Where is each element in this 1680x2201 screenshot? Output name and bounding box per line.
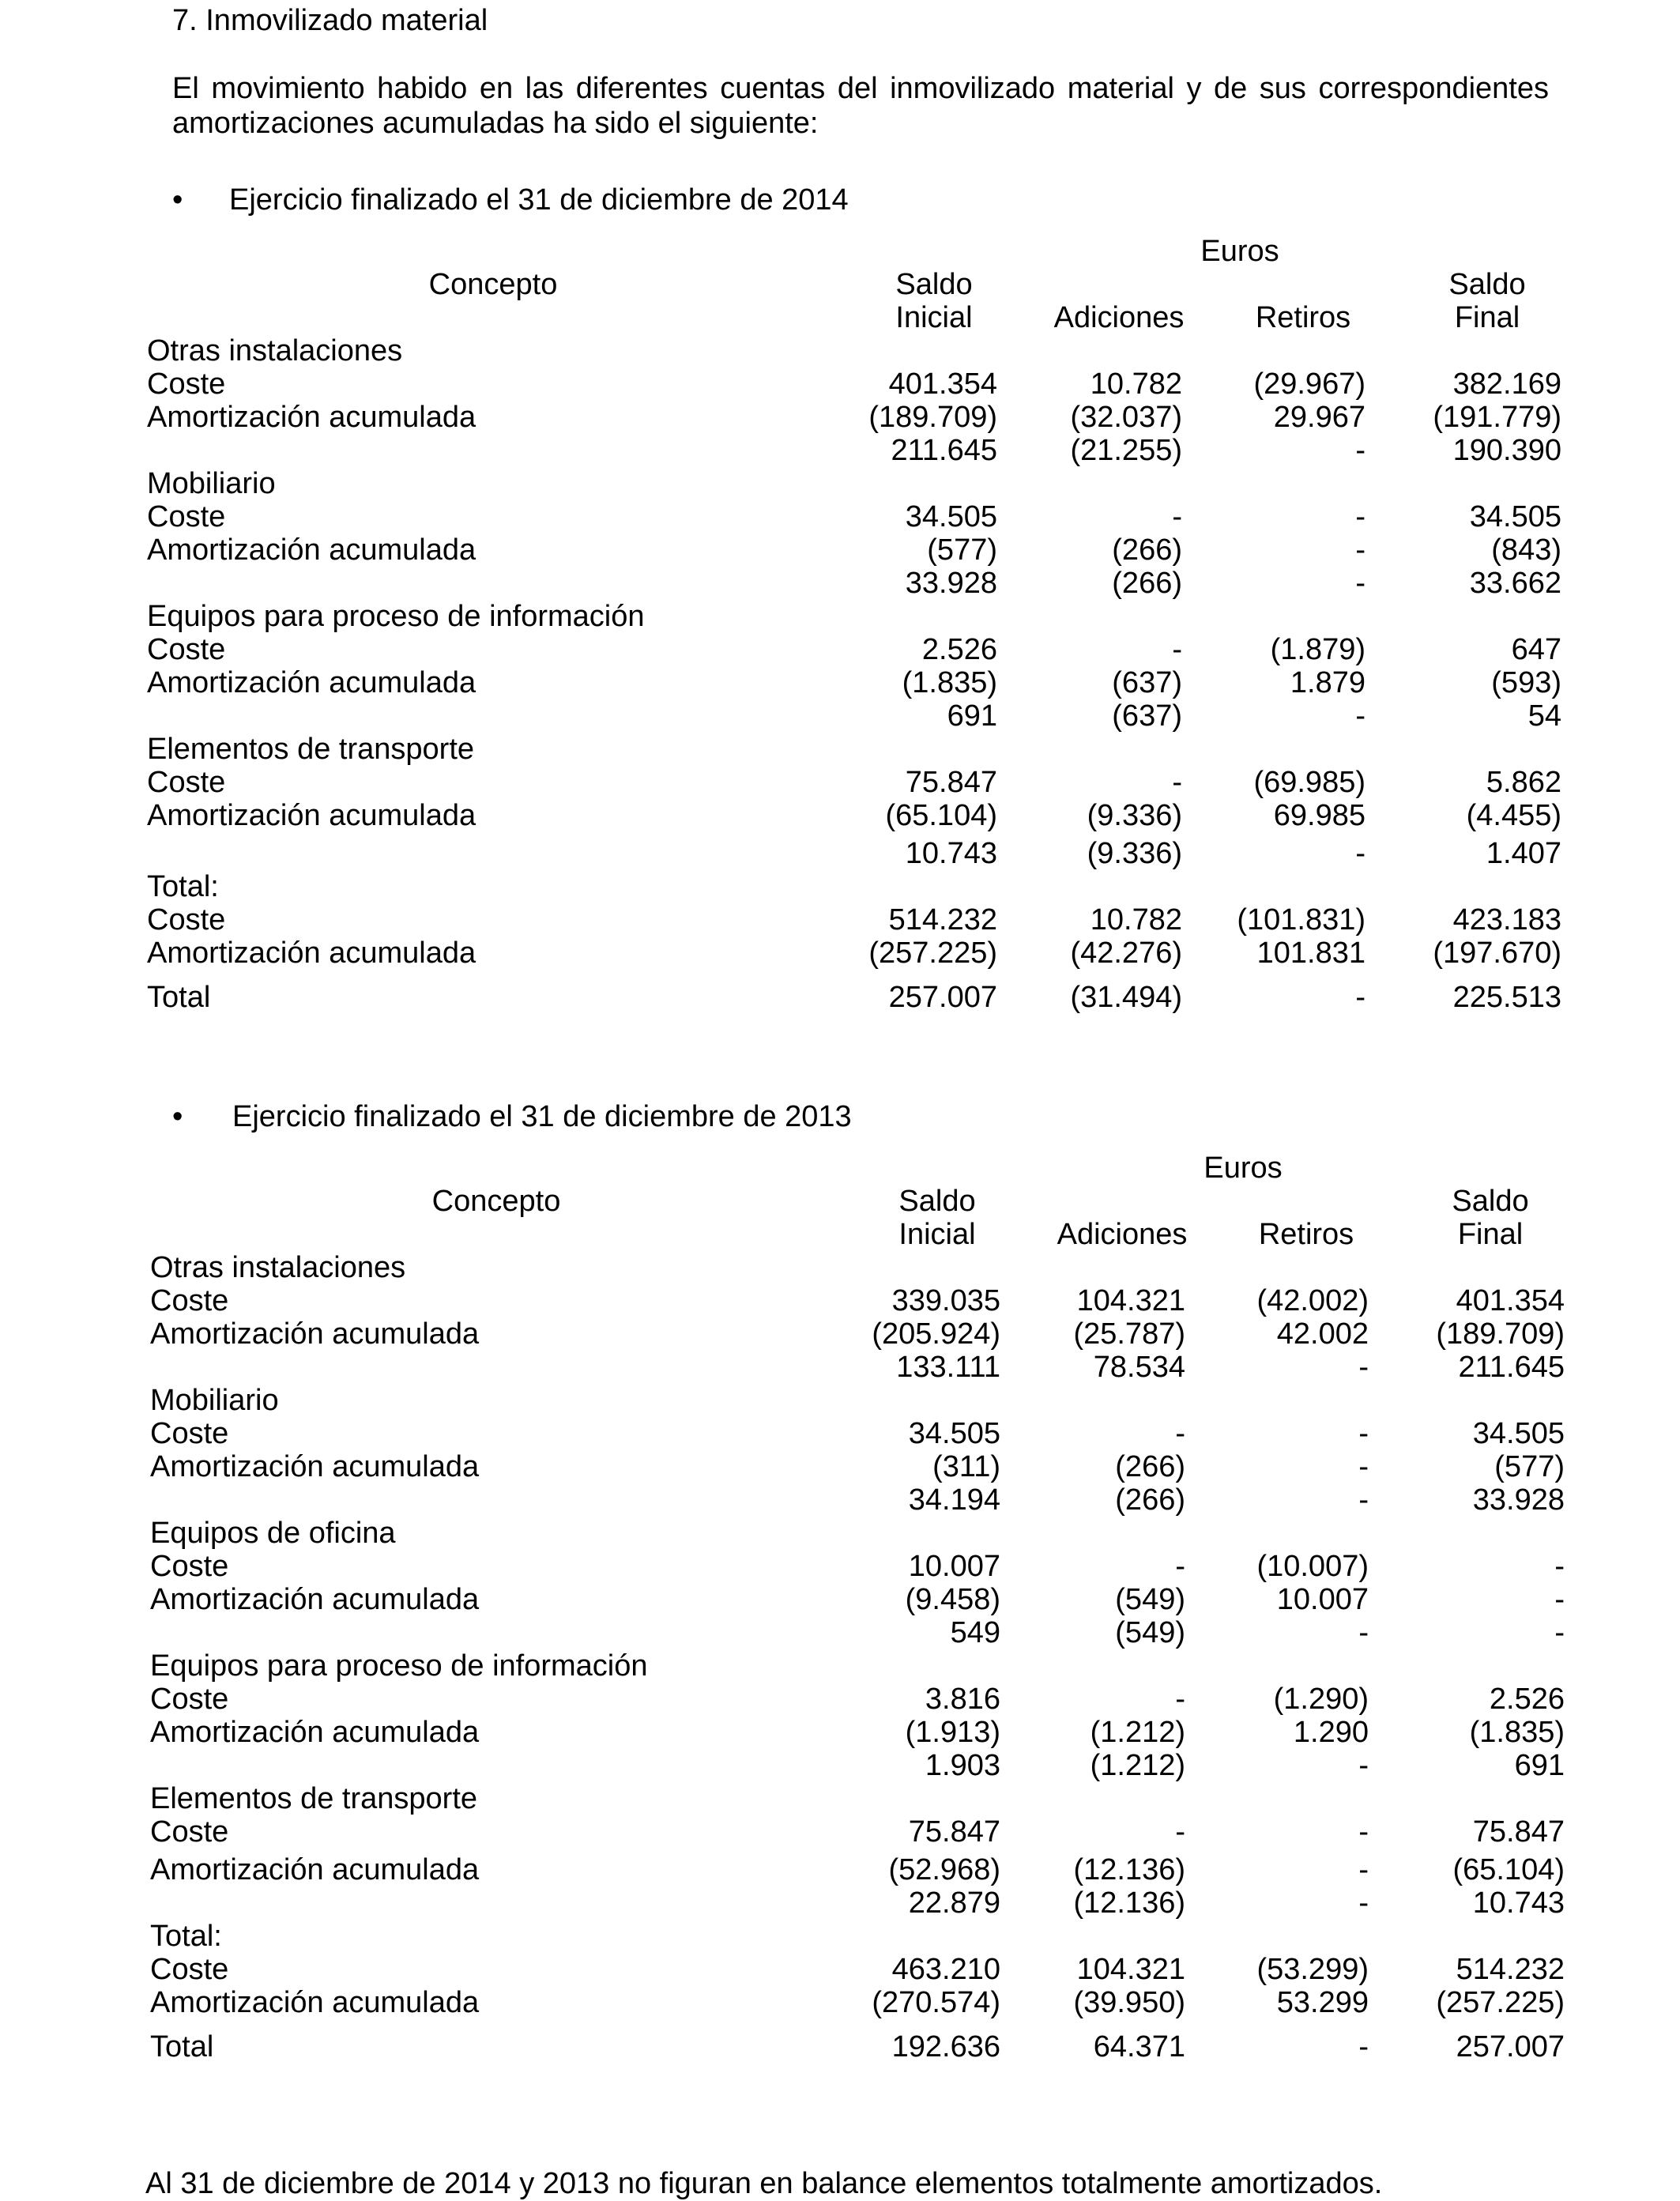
cell-ad: (21.255) [1070,434,1182,467]
cell-ad: - [1172,500,1182,533]
cell-si: (257.225) [868,937,997,970]
section-title-2013: Ejercicio finalizado el 31 de diciembre de 2013 [232,1100,852,1133]
header-saldo-final-2: Final [1454,301,1520,334]
row-label: Mobiliario [150,1384,279,1417]
cell-sf: 190.390 [1452,434,1561,467]
cell-sf: (4.455) [1466,799,1561,832]
table-row [147,766,1569,799]
cell-si: 75.847 [905,766,997,799]
bullet-icon: • [172,183,183,217]
table-row [150,1853,1573,1886]
cell-re: (1.290) [1273,1683,1369,1716]
cell-sf: 401.354 [1456,1284,1565,1317]
cell-ad: (25.787) [1073,1317,1185,1351]
cell-sf: - [1554,1616,1565,1649]
cell-re: - [1358,2030,1369,2063]
cell-sf: 257.007 [1456,2030,1565,2063]
table-row [150,2030,1573,2063]
cell-sf: (843) [1491,533,1561,567]
row-label: Amortización acumulada [150,1450,480,1483]
header-concepto: Concepto [428,268,558,301]
cell-ad: (549) [1115,1616,1185,1649]
table-row [150,1920,1573,1953]
cell-si: (1.913) [905,1716,1000,1749]
cell-ad: 78.534 [1093,1351,1185,1384]
table-row [150,1450,1573,1483]
cell-re: 10.007 [1276,1583,1369,1616]
header-euros: Euros [1203,1151,1283,1185]
cell-re: 1.879 [1290,666,1365,699]
cell-ad: 104.321 [1076,1284,1185,1317]
table-row [147,903,1569,937]
table-row [147,837,1569,870]
table-row [150,1351,1573,1384]
table-row [147,633,1569,666]
cell-si: 514.232 [888,903,997,937]
cell-re: (10.007) [1256,1550,1369,1583]
cell-ad: (9.336) [1087,837,1182,870]
table-row [150,1649,1573,1683]
cell-sf: 75.847 [1472,1815,1565,1849]
table-row [150,1616,1573,1649]
cell-ad: (266) [1112,533,1182,567]
table-row [150,1583,1573,1616]
row-label: Equipos para proceso de información [147,600,645,633]
cell-sf: 211.645 [1458,1351,1565,1384]
row-label: Amortización acumulada [147,401,477,434]
table-row [147,981,1569,1014]
table-row [150,1550,1573,1583]
cell-re: - [1358,1450,1369,1483]
cell-sf: 225.513 [1452,981,1561,1014]
row-label: Amortización acumulada [147,937,477,970]
cell-si: (9.458) [905,1583,1000,1616]
table-row [147,799,1569,832]
row-label: Coste [147,367,226,401]
header-saldo-inicial-1: Saldo [895,268,973,301]
cell-sf: (191.779) [1433,401,1561,434]
cell-re: - [1355,567,1365,600]
table-row [150,1886,1573,1920]
header-retiros: Retiros [1258,1218,1354,1251]
cell-re: - [1358,1417,1369,1450]
table-row [147,699,1569,733]
cell-re: - [1355,434,1365,467]
cell-ad: (32.037) [1070,401,1182,434]
table-row [147,467,1569,500]
table-row [150,1953,1573,1986]
section-title-2014: Ejercicio finalizado el 31 de diciembre de 2014 [229,183,849,217]
cell-sf: (257.225) [1436,1986,1565,2019]
cell-sf: (577) [1494,1450,1565,1483]
intro-paragraph: El movimiento habido en las diferentes cuentas del inmovilizado material y de sus correspondientes amortizaciones acumuladas ha sido el siguiente: [172,72,1549,140]
cell-ad: (266) [1115,1450,1185,1483]
cell-ad: - [1175,1550,1185,1583]
cell-re: - [1358,1616,1369,1649]
row-label: Total: [150,1920,222,1953]
table-row [150,1986,1573,2019]
row-label: Coste [147,500,226,533]
cell-si: 3.816 [925,1683,1000,1716]
row-label: Coste [150,1683,229,1716]
cell-re: - [1355,533,1365,567]
row-label: Amortización acumulada [150,1583,480,1616]
cell-ad: - [1175,1815,1185,1849]
cell-ad: (266) [1112,567,1182,600]
cell-si: 339.035 [891,1284,1000,1317]
cell-si: (270.574) [872,1986,1000,2019]
cell-ad: - [1172,766,1182,799]
cell-sf: 33.662 [1469,567,1561,600]
row-label: Otras instalaciones [150,1251,406,1284]
cell-si: (52.968) [888,1853,1000,1886]
cell-ad: 10.782 [1090,367,1182,401]
cell-si: 33.928 [905,567,997,600]
header-saldo-final-2: Final [1457,1218,1524,1251]
row-label: Coste [147,903,226,937]
closing-note: Al 31 de diciembre de 2014 y 2013 no figuran en balance elementos totalmente amortizados. [145,2167,1383,2200]
table-row [147,600,1569,633]
cell-si: 192.636 [891,2030,1000,2063]
cell-sf: 423.183 [1452,903,1561,937]
cell-si: 211.645 [891,434,997,467]
row-label: Mobiliario [147,467,276,500]
header-adiciones: Adiciones [1053,301,1185,334]
table-row [150,1417,1573,1450]
cell-ad: 64.371 [1093,2030,1185,2063]
header-adiciones: Adiciones [1057,1218,1188,1251]
cell-re: 1.290 [1293,1716,1369,1749]
cell-ad: 10.782 [1090,903,1182,937]
cell-sf: 34.505 [1472,1417,1565,1450]
cell-sf: 647 [1511,633,1561,666]
cell-ad: (42.276) [1070,937,1182,970]
cell-sf: 1.407 [1486,837,1561,870]
table-row [147,733,1569,766]
header-saldo-inicial-2: Inicial [895,301,973,334]
header-saldo-final-1: Saldo [1448,268,1526,301]
table-row [147,401,1569,434]
cell-si: (189.709) [868,401,997,434]
cell-sf: 34.505 [1469,500,1561,533]
cell-re: (29.967) [1253,367,1365,401]
cell-si: 34.505 [908,1417,1000,1450]
cell-sf: (197.670) [1433,937,1561,970]
header-saldo-inicial-2: Inicial [898,1218,976,1251]
cell-si: 34.194 [908,1483,1000,1517]
cell-sf: 54 [1527,699,1561,733]
cell-ad: (549) [1115,1583,1185,1616]
table-row [147,870,1569,903]
table-row [147,666,1569,699]
row-label: Coste [147,766,226,799]
cell-re: - [1358,1749,1369,1782]
table-row [147,334,1569,367]
table-row [150,1384,1573,1417]
cell-ad: (9.336) [1087,799,1182,832]
cell-sf: 10.743 [1472,1886,1565,1920]
header-retiros: Retiros [1255,301,1351,334]
cell-re: - [1355,699,1365,733]
row-label: Total: [147,870,219,903]
table-row [150,1749,1573,1782]
row-label: Coste [150,1815,229,1849]
cell-si: 401.354 [888,367,997,401]
header-saldo-inicial-1: Saldo [898,1185,976,1218]
cell-re: - [1355,981,1365,1014]
cell-ad: (637) [1112,666,1182,699]
table-row [147,434,1569,467]
cell-re: - [1358,1351,1369,1384]
row-label: Amortización acumulada [147,666,477,699]
table-row [150,1815,1573,1849]
cell-si: 22.879 [908,1886,1000,1920]
row-label: Elementos de transporte [147,733,475,766]
cell-ad: (39.950) [1073,1986,1185,2019]
row-label: Amortización acumulada [147,533,477,567]
table-row [147,567,1569,600]
table-row [147,367,1569,401]
cell-ad: (637) [1112,699,1182,733]
row-label: Amortización acumulada [150,1716,480,1749]
header-euros: Euros [1200,235,1279,268]
cell-re: 101.831 [1256,937,1365,970]
cell-si: (65.104) [885,799,997,832]
cell-re: 29.967 [1273,401,1365,434]
bullet-icon: • [172,1100,183,1133]
cell-re: - [1358,1853,1369,1886]
cell-re: 42.002 [1276,1317,1369,1351]
header-saldo-final-1: Saldo [1452,1185,1529,1218]
cell-ad: (1.212) [1090,1749,1185,1782]
table-row [150,1483,1573,1517]
cell-sf: (593) [1491,666,1561,699]
row-label: Amortización acumulada [150,1853,480,1886]
cell-ad: (12.136) [1073,1853,1185,1886]
cell-si: 257.007 [888,981,997,1014]
cell-ad: (12.136) [1073,1886,1185,1920]
cell-si: 1.903 [925,1749,1000,1782]
cell-ad: (266) [1115,1483,1185,1517]
cell-si: (1.835) [902,666,997,699]
table-row [150,1683,1573,1716]
cell-ad: (31.494) [1070,981,1182,1014]
cell-si: 133.111 [896,1351,1000,1384]
cell-sf: - [1554,1550,1565,1583]
row-label: Amortización acumulada [147,799,477,832]
cell-si: 549 [950,1616,1000,1649]
cell-sf: 33.928 [1472,1483,1565,1517]
cell-re: (69.985) [1253,766,1365,799]
cell-re: 69.985 [1273,799,1365,832]
row-label: Coste [150,1953,229,1986]
row-label: Equipos de oficina [150,1517,396,1550]
cell-sf: 2.526 [1489,1683,1565,1716]
row-label: Elementos de transporte [150,1782,478,1815]
row-label: Coste [150,1417,229,1450]
cell-si: 10.743 [905,837,997,870]
row-label: Otras instalaciones [147,334,403,367]
cell-si: (205.924) [872,1317,1000,1351]
cell-re: - [1355,837,1365,870]
cell-sf: 514.232 [1456,1953,1565,1986]
cell-si: 463.210 [891,1953,1000,1986]
cell-si: (311) [932,1450,1000,1483]
cell-sf: - [1554,1583,1565,1616]
table-row [147,500,1569,533]
row-label: Total [147,981,211,1014]
cell-re: - [1358,1483,1369,1517]
cell-si: 34.505 [905,500,997,533]
row-label: Total [150,2030,214,2063]
table-row [150,1782,1573,1815]
table-row [150,1284,1573,1317]
cell-si: (577) [927,533,997,567]
cell-sf: (1.835) [1469,1716,1565,1749]
cell-si: 2.526 [921,633,997,666]
cell-ad: - [1175,1683,1185,1716]
table-row [150,1251,1573,1284]
table-row [150,1716,1573,1749]
cell-ad: 104.321 [1076,1953,1185,1986]
cell-ad: - [1172,633,1182,666]
table-row [147,937,1569,970]
table-row [150,1317,1573,1351]
cell-re: (1.879) [1270,633,1365,666]
row-label: Amortización acumulada [150,1986,480,2019]
cell-re: - [1358,1815,1369,1849]
cell-re: 53.299 [1276,1986,1369,2019]
cell-re: - [1358,1886,1369,1920]
cell-re: (101.831) [1237,903,1365,937]
cell-sf: (65.104) [1452,1853,1565,1886]
row-label: Equipos para proceso de información [150,1649,648,1683]
row-label: Coste [147,633,226,666]
row-label: Coste [150,1284,229,1317]
cell-re: (42.002) [1256,1284,1369,1317]
cell-si: 75.847 [908,1815,1000,1849]
cell-sf: 691 [1514,1749,1565,1782]
table-row [150,1517,1573,1550]
header-concepto: Concepto [431,1185,561,1218]
cell-si: 691 [947,699,997,733]
cell-si: 10.007 [908,1550,1000,1583]
cell-sf: 5.862 [1486,766,1561,799]
cell-re: - [1355,500,1365,533]
cell-sf: 382.169 [1452,367,1561,401]
row-label: Coste [150,1550,229,1583]
cell-sf: (189.709) [1436,1317,1565,1351]
row-label: Amortización acumulada [150,1317,480,1351]
cell-ad: (1.212) [1090,1716,1185,1749]
cell-ad: - [1175,1417,1185,1450]
table-row [147,533,1569,567]
cell-re: (53.299) [1256,1953,1369,1986]
section-heading: 7. Inmovilizado material [172,4,488,37]
